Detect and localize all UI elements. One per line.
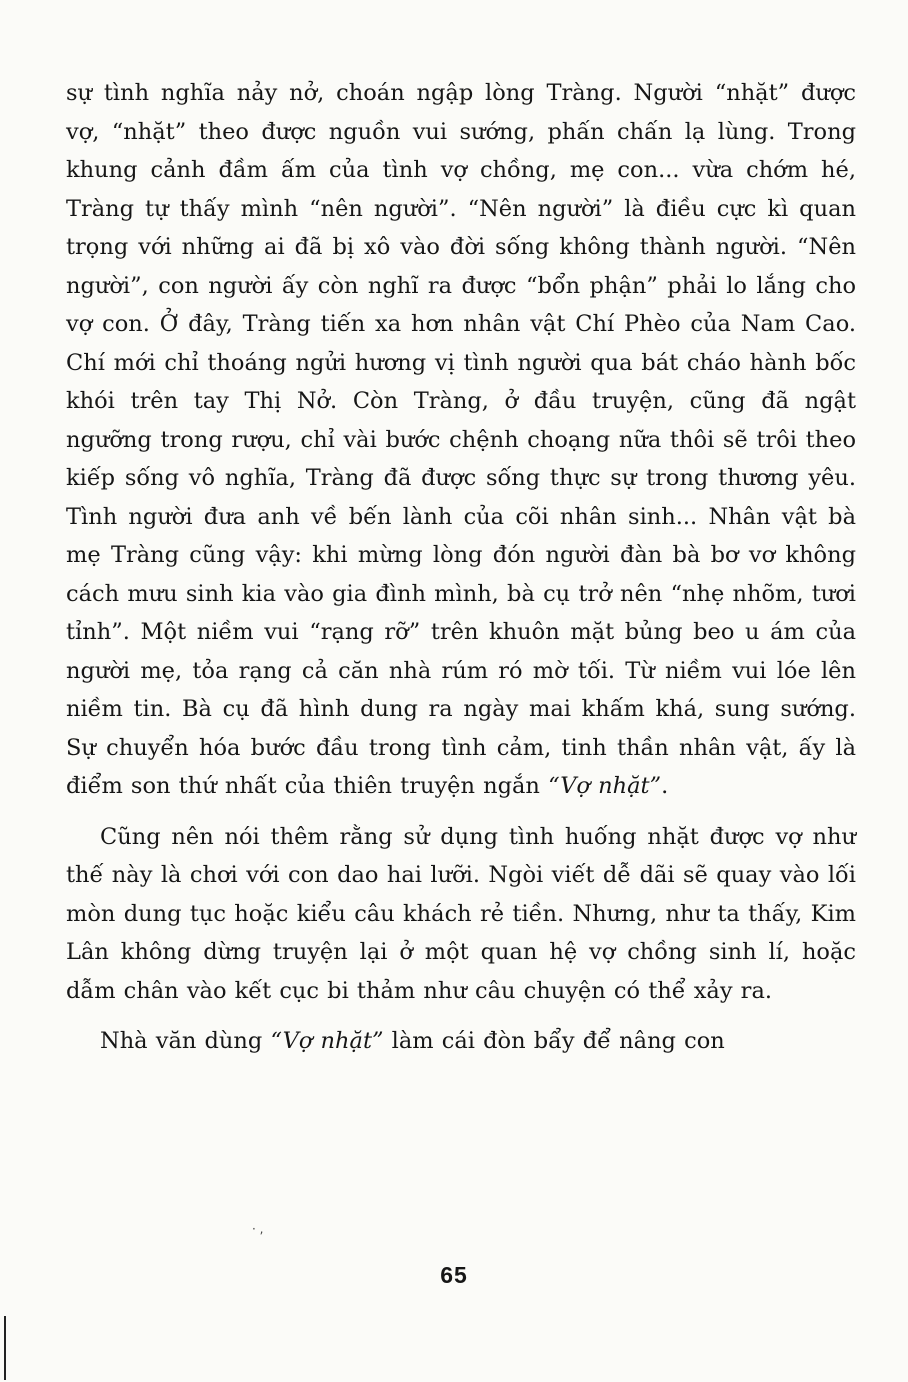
- body-text: [66, 74, 856, 1061]
- paragraph-1-text: sự tình nghĩa nảy nở, choán ngập lòng Tràng. Người “nhặt” được vợ, “nhặt” theo được nguồn vui sướng, phấn chấn lạ lùng. Trong khung cảnh đầm ấm của tình vợ chồng, mẹ con... vừa chớm hé, Tràng tự thấy mình “nên người”. “Nên người” là điều cực kì quan trọng với những ai đã bị xô vào đời sống không thành người. “Nên người”, con người ấy còn nghĩ ra được “bổn phận” phải lo lắng cho vợ con. Ở đây, Tràng tiến xa hơn nhân vật Chí Phèo của Nam Cao. Chí mới chỉ thoáng ngửi hương vị tình người qua bát cháo hành bốc khói trên tay Thị Nở. Còn Tràng, ở đầu truyện, cũng đã ngật ngưỡng trong rượu, chỉ vài bước chệnh choạng nữa thôi sẽ trôi theo kiếp sống vô nghĩa, Tràng đã được sống thực sự trong thương yêu. Tình người đưa anh về bến lành của cõi nhân sinh... Nhân vật bà mẹ Tràng cũng vậy: khi mừng lòng đón người đàn bà bơ vơ không cách mưu sinh kia vào gia đình mình, bà cụ trở nên “nhẹ nhõm, tươi tỉnh”. Một niềm vui “rạng rỡ” trên khuôn mặt bủng beo u ám của người mẹ, tỏa rạng cả căn nhà rúm ró mờ tối. Từ niềm vui lóe lên niềm tin. Bà cụ đã hình dung ra ngày mai khấm khá, sung sướng. Sự chuyển hóa bước đầu trong tình cảm, tinh thần nhân vật, ấy là điểm son thứ nhất của thiên truyện ngắn: [66, 80, 856, 799]
- paragraph-1: [66, 74, 856, 806]
- margin-mark: [4, 1316, 6, 1380]
- paragraph-3: [66, 1022, 856, 1061]
- title-emphasis: “Vợ nhặt”: [548, 773, 662, 799]
- paragraph-1-tail: .: [661, 773, 669, 799]
- paragraph-3-tail: làm cái đòn bẩy để nâng con: [383, 1028, 725, 1054]
- print-speck: · ,: [252, 1222, 264, 1236]
- page-number: 65: [440, 1262, 468, 1288]
- paragraph-2: [66, 818, 856, 1011]
- paragraph-3-text: Nhà văn dùng: [100, 1028, 271, 1054]
- paragraph-2-text: Cũng nên nói thêm rằng sử dụng tình huống nhặt được vợ như thế này là chơi với con dao hai lưỡi. Ngòi viết dễ dãi sẽ quay vào lối mòn dung tục hoặc kiểu câu khách rẻ tiền. Nhưng, như ta thấy, Kim Lân không dừng truyện lại ở một quan hệ vợ chồng sinh lí, hoặc dẫm chân vào kết cục bi thảm như câu chuyện có thể xảy ra.: [66, 823, 856, 1004]
- title-emphasis: “Vợ nhặt”: [270, 1028, 384, 1054]
